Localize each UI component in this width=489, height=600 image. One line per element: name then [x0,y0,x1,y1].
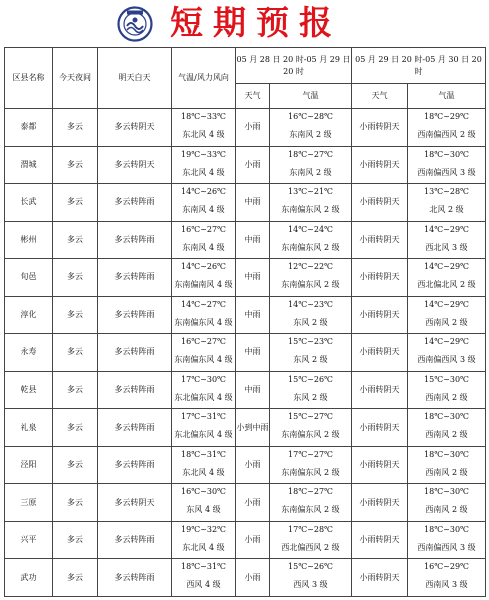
tonight-cell: 多云 [53,221,98,259]
header-row-1 [5,48,486,84]
weather-2-cell: 小雨转阴天 [352,259,408,297]
temp-2-cell [408,146,486,184]
wind: 东南偏东风 2 级 [281,242,340,252]
temp-2-cell [408,184,486,222]
tonight-cell: 多云 [53,371,98,409]
tomorrow-cell: 多云转阵雨 [98,371,172,409]
temp-range: 16℃~29℃ [424,562,469,572]
temp-range: 18℃~33℃ [181,112,226,121]
table-row [5,221,486,259]
temp-range: 18℃~30℃ [424,412,469,422]
wind: 西南偏西风 3 级 [417,167,476,177]
tomorrow-cell: 多云转阵雨 [98,184,172,222]
tomorrow-cell: 多云转阵雨 [98,521,172,559]
tonight-cell: 多云 [53,334,98,372]
wind: 东北风 4 级 [182,542,225,552]
wind: 东南风 2 级 [289,167,332,177]
table-row [5,521,486,559]
temp-1-cell [270,296,352,334]
tonight-cell: 多云 [53,484,98,522]
district-cell: 淳化 [5,296,53,334]
table-row [5,259,486,297]
temp-1-cell [270,446,352,484]
wind: 东南偏东风 4 级 [174,355,233,365]
temp-1-cell [270,409,352,447]
today-temp-wind-cell [172,146,236,184]
today-temp-wind-cell [172,484,236,522]
table-row [5,334,486,372]
wind: 北风 2 级 [429,205,464,215]
district-cell: 长武 [5,184,53,222]
col-district: 区县名称 [5,48,53,109]
tonight-cell: 多云 [53,146,98,184]
temp-range: 15℃~26℃ [288,562,333,572]
weather-2-cell: 小雨转阴天 [352,221,408,259]
tomorrow-cell: 多云转阵雨 [98,409,172,447]
temp-2-cell [408,409,486,447]
temp-range: 14℃~29℃ [424,337,469,347]
weather-2-cell: 小雨转阴天 [352,371,408,409]
wind: 东北偏东风 4 级 [174,430,233,440]
temp-1-cell [270,184,352,222]
col-period-1: 05 月 28 日 20 时-05 月 29 日 20 时 [236,48,352,84]
col-temp-2: 气温 [408,84,486,109]
temp-range: 14℃~29℃ [424,262,469,272]
weather-1-cell: 中雨 [236,259,270,297]
weather-1-cell: 小雨 [236,146,270,184]
temp-1-cell [270,146,352,184]
temp-range: 13℃~21℃ [288,187,333,197]
wind: 西南风 2 级 [425,467,468,477]
temp-range: 14℃~26℃ [181,262,226,272]
tonight-cell: 多云 [53,184,98,222]
tomorrow-cell: 多云转阵雨 [98,296,172,334]
district-cell: 彬州 [5,221,53,259]
temp-1-cell [270,334,352,372]
table-row [5,559,486,597]
table-row [5,296,486,334]
weather-1-cell: 小雨 [236,484,270,522]
temp-2-cell [408,296,486,334]
weather-2-cell: 小雨转阴天 [352,409,408,447]
weather-2-cell: 小雨转阴天 [352,334,408,372]
weather-2-cell: 小雨转阴天 [352,484,408,522]
wind: 西北风 3 级 [425,242,468,252]
district-cell: 渭城 [5,146,53,184]
today-temp-wind-cell [172,221,236,259]
tomorrow-cell: 多云转阵雨 [98,334,172,372]
temp-1-cell [270,521,352,559]
temp-2-cell [408,259,486,297]
weather-2-cell: 小雨转阴天 [352,109,408,147]
temp-2-cell [408,221,486,259]
weather-2-cell: 小雨转阴天 [352,146,408,184]
weather-1-cell: 中雨 [236,296,270,334]
wind: 东南偏东风 2 级 [281,430,340,440]
temp-range: 15℃~30℃ [424,374,469,384]
weather-2-cell: 小雨转阴天 [352,559,408,597]
temp-range: 19℃~32℃ [181,524,226,534]
temp-1-cell [270,259,352,297]
temp-2-cell [408,371,486,409]
wind: 西南风 2 级 [425,392,468,402]
weather-1-cell: 中雨 [236,334,270,372]
tonight-cell: 多云 [53,446,98,484]
today-temp-wind-cell [172,259,236,297]
col-period-2: 05 月 29 日 20 时-05 月 30 日 20 时 [352,48,486,84]
wind: 东北风 4 级 [182,467,225,477]
wind: 西北偏西风 2 级 [281,542,340,552]
wind: 东南偏东风 2 级 [281,205,340,215]
wind: 西北偏北风 2 级 [417,280,476,290]
table-row [5,184,486,222]
col-temp-1: 气温 [270,84,352,109]
wind: 东南风 4 级 [182,242,225,252]
wind: 东南偏东风 2 级 [281,505,340,515]
wind: 东南风 4 级 [182,205,225,215]
district-cell: 三原 [5,484,53,522]
tonight-cell: 多云 [53,109,98,147]
temp-range: 18℃~30℃ [424,449,469,459]
tomorrow-cell: 多云转阵雨 [98,559,172,597]
wind: 东南偏东风 4 级 [174,317,233,327]
weather-1-cell: 中雨 [236,371,270,409]
tonight-cell: 多云 [53,259,98,297]
weather-1-cell: 小雨 [236,446,270,484]
weather-1-cell: 中雨 [236,221,270,259]
temp-range: 14℃~23℃ [288,299,333,309]
temp-range: 17℃~27℃ [288,449,333,459]
temp-range: 18℃~30℃ [424,524,469,534]
wind: 东南偏东风 2 级 [281,280,340,290]
wind: 西南风 2 级 [425,430,468,440]
tomorrow-cell: 多云转阴天 [98,146,172,184]
forecast-table [4,47,486,597]
district-cell: 泾阳 [5,446,53,484]
district-cell: 武功 [5,559,53,597]
temp-2-cell [408,484,486,522]
table-row [5,371,486,409]
temp-1-cell [270,484,352,522]
wind: 东南偏东风 2 级 [281,467,340,477]
temp-range: 15℃~23℃ [288,337,333,347]
temp-range: 18℃~27℃ [288,149,333,159]
wind: 西风 4 级 [186,580,221,590]
temp-range: 14℃~27℃ [181,299,226,309]
tonight-cell: 多云 [53,521,98,559]
temp-range: 16℃~28℃ [288,112,333,121]
col-tonight: 今天夜间 [53,48,98,109]
wind: 东南偏南风 4 级 [174,280,233,290]
temp-1-cell [270,221,352,259]
wind: 东风 2 级 [293,355,328,365]
weather-1-cell: 小雨 [236,109,270,147]
wind: 西风 3 级 [293,580,328,590]
wind: 东风 2 级 [293,392,328,402]
temp-range: 12℃~22℃ [288,262,333,272]
district-cell: 旬邑 [5,259,53,297]
temp-1-cell [270,371,352,409]
col-weather-2: 天气 [352,84,408,109]
temp-2-cell [408,559,486,597]
temp-range: 16℃~27℃ [181,224,226,234]
table-row [5,146,486,184]
temp-range: 19℃~33℃ [181,149,226,159]
tomorrow-cell: 多云转阴天 [98,484,172,522]
header [0,0,489,44]
tomorrow-cell: 多云转阵雨 [98,259,172,297]
district-cell: 乾县 [5,371,53,409]
temp-range: 14℃~29℃ [424,224,469,234]
weather-1-cell: 小到中雨 [236,409,270,447]
temp-range: 18℃~31℃ [181,449,226,459]
tomorrow-cell: 多云转阵雨 [98,221,172,259]
today-temp-wind-cell [172,409,236,447]
temp-range: 18℃~30℃ [424,149,469,159]
today-temp-wind-cell [172,296,236,334]
wind: 东北风 4 级 [182,167,225,177]
temp-1-cell [270,559,352,597]
wind: 西南偏西风 3 级 [417,355,476,365]
table-row [5,484,486,522]
meteorological-logo-icon [117,6,153,42]
temp-range: 15℃~27℃ [288,412,333,422]
col-tomorrow: 明天白天 [98,48,172,109]
col-temp-wind: 气温/风力风向 [172,48,236,109]
today-temp-wind-cell [172,109,236,147]
temp-2-cell [408,446,486,484]
temp-range: 17℃~31℃ [181,412,226,422]
wind: 东北偏东风 4 级 [174,392,233,402]
temp-range: 18℃~31℃ [181,562,226,572]
wind: 西南风 2 级 [425,317,468,327]
wind: 东北风 4 级 [182,130,225,139]
temp-2-cell [408,109,486,147]
weather-2-cell: 小雨转阴天 [352,521,408,559]
weather-2-cell: 小雨转阴天 [352,296,408,334]
weather-1-cell: 中雨 [236,184,270,222]
weather-2-cell: 小雨转阴天 [352,184,408,222]
table-row [5,409,486,447]
temp-range: 14℃~26℃ [181,187,226,197]
temp-range: 17℃~30℃ [181,374,226,384]
wind: 西南风 2 级 [425,505,468,515]
temp-2-cell [408,521,486,559]
weather-2-cell: 小雨转阴天 [352,446,408,484]
wind: 东南风 2 级 [289,130,332,139]
today-temp-wind-cell [172,334,236,372]
today-temp-wind-cell [172,521,236,559]
district-cell: 礼泉 [5,409,53,447]
temp-range: 18℃~29℃ [424,112,469,121]
temp-range: 14℃~29℃ [424,299,469,309]
today-temp-wind-cell [172,184,236,222]
today-temp-wind-cell [172,371,236,409]
table-row [5,446,486,484]
district-cell: 永寿 [5,334,53,372]
weather-1-cell: 小雨 [236,559,270,597]
today-temp-wind-cell [172,559,236,597]
temp-range: 16℃~27℃ [181,337,226,347]
wind: 西南偏西风 3 级 [417,542,476,552]
district-cell: 泰都 [5,109,53,147]
temp-range: 15℃~26℃ [288,374,333,384]
tomorrow-cell: 多云转阴天 [98,109,172,147]
wind: 东风 2 级 [293,317,328,327]
tomorrow-cell: 多云转阵雨 [98,446,172,484]
wind: 西南偏西风 2 级 [417,130,476,139]
wind: 西南风 3 级 [425,580,468,590]
temp-1-cell [270,109,352,147]
district-cell: 兴平 [5,521,53,559]
temp-range: 18℃~30℃ [424,487,469,497]
table-row [5,109,486,147]
temp-range: 18℃~27℃ [288,487,333,497]
page-title: 短期预报 [170,3,342,42]
today-temp-wind-cell [172,446,236,484]
tonight-cell: 多云 [53,296,98,334]
wind: 东风 4 级 [186,505,221,515]
forecast-body [5,109,486,597]
temp-range: 13℃~28℃ [424,187,469,197]
temp-range: 16℃~30℃ [181,487,226,497]
temp-range: 17℃~28℃ [288,524,333,534]
temp-range: 14℃~24℃ [288,224,333,234]
tonight-cell: 多云 [53,409,98,447]
weather-1-cell: 小雨 [236,521,270,559]
col-weather-1: 天气 [236,84,270,109]
temp-2-cell [408,334,486,372]
tonight-cell: 多云 [53,559,98,597]
